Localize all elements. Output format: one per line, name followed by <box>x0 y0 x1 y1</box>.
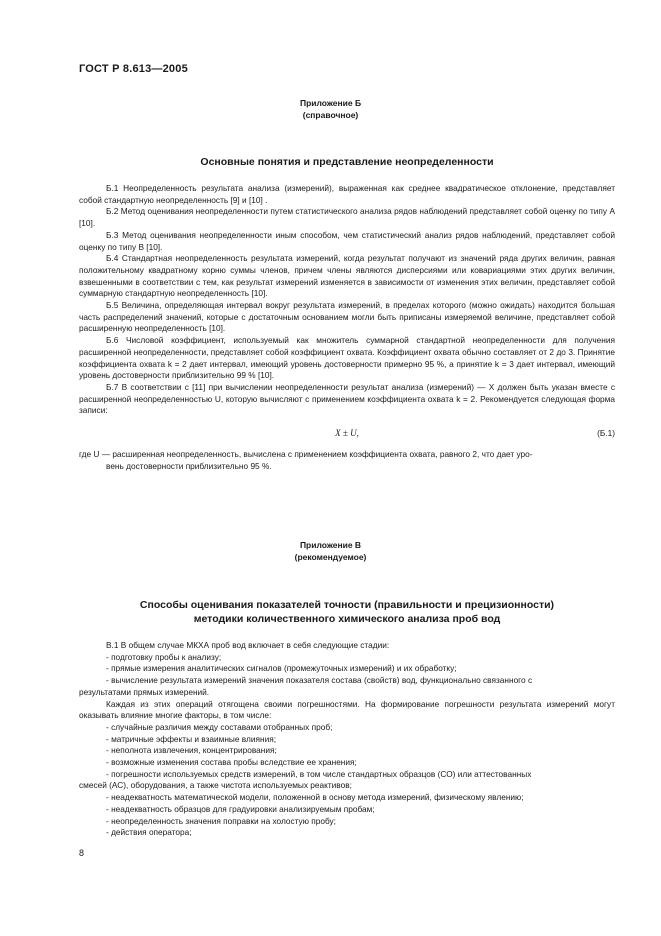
annex-b-title: Приложение Б <box>299 98 362 108</box>
paragraph-b1: Б.1 Неопределенность результата анализа (измерений), выраженная как среднее квадратическое отклонение, представляет собой стандартную неопределенность [9] и [10] . <box>79 183 615 205</box>
annex-b-heading: Основные понятия и представление неопределенности <box>200 156 494 168</box>
paragraph-b2: Б.2 Метод оценивания неопределенности путем статистического анализа рядов наблюдений представляет собой оценку по типу А [10]. <box>79 206 615 229</box>
annex-v-status: (рекомендуемое) <box>294 552 367 562</box>
factor-item-continuation: смесей (АС), оборудования, а также чистота используемых реактивов; <box>79 780 352 791</box>
stage-item-continuation: результатами прямых измерений. <box>79 686 210 697</box>
formula-number: (Б.1) <box>597 428 615 438</box>
formula-expression: X ± U, <box>335 428 359 438</box>
paragraph-v1: В.1 В общем случае МКХА проб вод включает в себя следующие стадии: <box>106 640 390 650</box>
formula-b1 <box>79 428 615 440</box>
annex-v-heading-line1: Способы оценивания показателей точности (правильности и прецизионности) <box>139 599 555 611</box>
stage-item-long: - вычисление результата измерений значения показателя состава (свойств) вод, функционально связанного с <box>106 675 533 686</box>
formula-explanation <box>79 449 615 472</box>
stage-item: - прямые измерения аналитических сигналов (промежуточных измерений) и их обработку; <box>106 663 457 674</box>
factor-item: - матричные эффекты и взаимные влияния; <box>106 733 277 744</box>
factor-item: - действия оператора; <box>106 827 192 838</box>
factor-item: - неполнота извлечения, концентрирования; <box>106 745 277 756</box>
factor-item: - неадекватность математической модели, положенной в основу метода измерений, физическому явлению; <box>106 792 524 803</box>
annex-b-body <box>79 183 615 417</box>
factor-item: - возможные изменения состава пробы вследствие ее хранения; <box>106 757 357 768</box>
stage-item: - подготовку пробы к анализу; <box>106 651 222 662</box>
factor-item: - неадекватность образцов для градуировки анализируемым пробам; <box>106 803 375 814</box>
annex-v-title: Приложение В <box>299 540 362 550</box>
document-header: ГОСТ Р 8.613—2005 <box>79 63 188 75</box>
paragraph-b7: Б.7 В соответствии с [11] при вычислении неопределенности результат анализа (измерений) — X должен быть указан вместе с расширенной неопределенностью U, которую вычисляют с применением коэффициента охвата k = 2. Рекомендуется следующая форма записи: <box>79 381 615 416</box>
paragraph-b3: Б.3 Метод оценивания неопределенности иным способом, чем статистический анализ рядов наблюдений, представляет собой оценку по типу В [10]. <box>79 229 615 252</box>
where-continuation: вень достоверности приблизительно 95 %. <box>106 460 272 471</box>
paragraph-b5: Б.5 Величина, определяющая интервал вокруг результата измерений, в пределах которого (можно ожидать) находится большая часть распределений значений, которые с достаточным основанием могли быть приписаны измеряемой величине, представляет собой расширенную неопределенность [10]. <box>79 300 615 334</box>
factor-item: - неопределенность значения поправки на холостую пробу; <box>106 815 336 826</box>
annex-b-status: (справочное) <box>302 110 359 120</box>
annex-v-body <box>79 640 615 839</box>
annex-v-heading-line2: методики количественного химического анализа проб вод <box>193 613 501 625</box>
page-number: 8 <box>79 848 85 858</box>
paragraph-b6: Б.6 Числовой коэффициент, используемый как множитель суммарной стандартной неопределенности для получения расширенной неопределенности, представляет собой коэффициент охвата. Коэффициент охвата обычно составляет от 2 до 3. Принятие коэффициента охвата k = 2 дает интервал, имеющий уровень достоверности примерно 95 %, а принятие k = 3 дает интервал, имеющий уровень достоверности приблизительно 99 % [10]. <box>79 335 615 381</box>
factor-item: - случайные различия между составами отобранных проб; <box>106 721 333 732</box>
errors-intro: Каждая из этих операций отягощена своими погрешностями. На формирование погрешности результата измерений могут оказывать влияние многие факторы, в том числе: <box>79 698 615 721</box>
where-lead: где U — расширенная неопределенность, вычислена с применением коэффициента охвата, равного 2, что дает уро- <box>79 449 533 459</box>
factor-item-long: - погрешности используемых средств измерений, в том числе стандартных образцов (СО) или аттестованных <box>106 768 532 779</box>
paragraph-b4: Б.4 Стандартная неопределенность результата измерений, когда результат получают из значений ряда других величин, равная положительному квадратному корню суммы членов, причем члены являются дисперсиями или ковариациями этих других величин, взвешенными в соответствии с тем, как результат измерений изменяется в зависимости от изменения этих величин, представляет собой суммарную стандартную неопределенность [10]. <box>79 253 615 299</box>
